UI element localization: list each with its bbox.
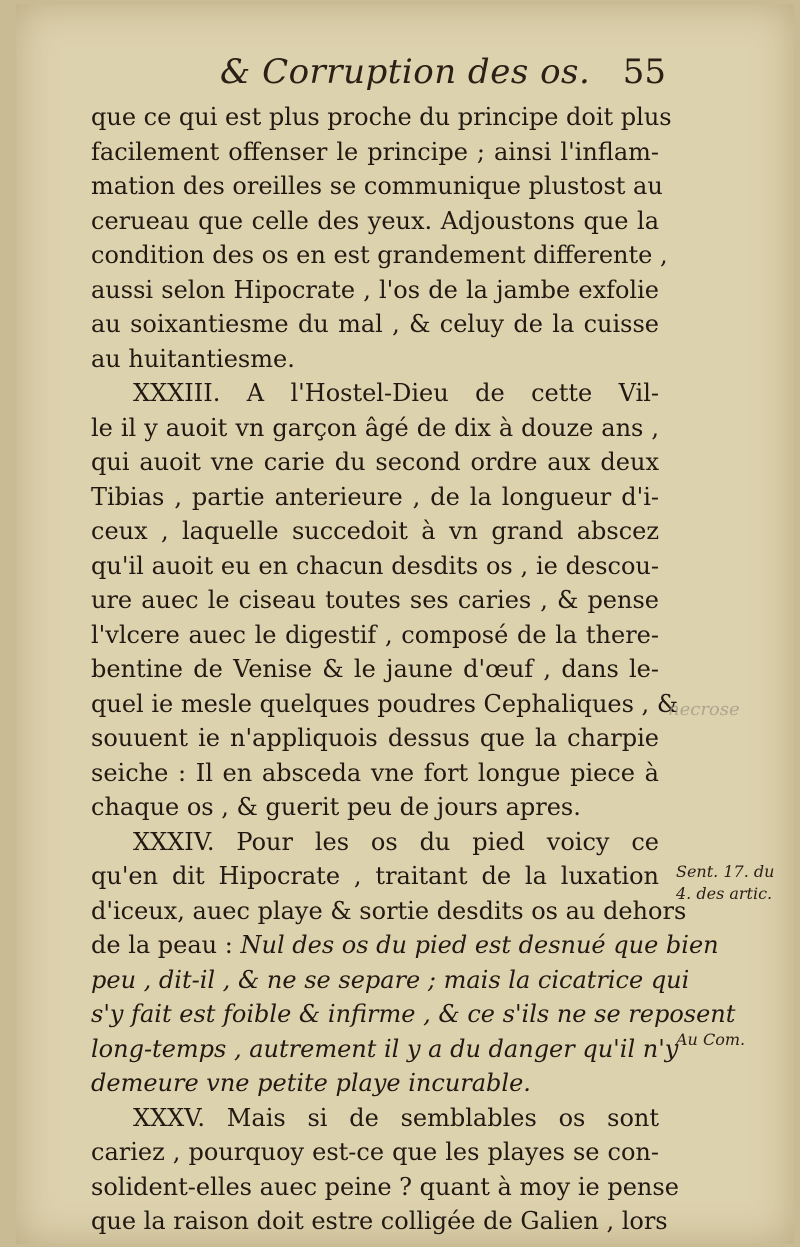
text-line: bentine de Venise & le jaune d'œuf , dans le- <box>91 655 659 683</box>
text-line: aussi selon Hipocrate , l'os de la jambe exfolie <box>91 275 659 304</box>
text-line: mation des oreilles se communique plustost au <box>91 172 663 200</box>
text-line: XXXIV. Pour les os du pied voicy ce <box>133 827 659 856</box>
pencil-annotation: necrose <box>668 699 740 720</box>
text-line: qu'en dit Hipocrate , traitant de la luxation <box>91 862 659 890</box>
text-line: XXXV. Mais si de semblables os sont <box>133 1103 659 1132</box>
book-page <box>16 4 794 1244</box>
margin-note-sentence-line2: 4. des artic. <box>676 884 773 903</box>
margin-note-sentence-line1: Sent. 17. du <box>676 862 775 881</box>
text-line: ceux , laquelle succedoit à vn grand abscez <box>91 517 659 545</box>
page-header <box>206 44 666 94</box>
text-line: peu , dit-il , & ne se separe ; mais la cicatrice qui <box>91 965 690 994</box>
running-title: & Corruption des os. <box>220 52 591 92</box>
text-line: qui auoit vne carie du second ordre aux deux <box>91 448 659 476</box>
text-line: que la raison doit estre colligée de Galien , lors <box>91 1207 668 1235</box>
text-line: ure auec le ciseau toutes ses caries , & pense <box>91 586 659 614</box>
text-line: que ce qui est plus proche du principe doit plus <box>91 103 672 131</box>
text-line: s'y fait est foible & infirme , & ce s'ils ne se reposent <box>91 1000 736 1028</box>
text-line: facilement offenser le principe ; ainsi l'inflam- <box>91 137 659 166</box>
text-line: cerueau que celle des yeux. Adjoustons que la <box>91 206 659 235</box>
page-number: 55 <box>622 52 666 92</box>
text-line: au huitantiesme. <box>91 344 295 373</box>
text-line: d'iceux, auec playe & sortie desdits os au dehors <box>91 896 687 925</box>
text-line: demeure vne petite playe incurable. <box>91 1069 531 1097</box>
text-line: l'vlcere auec le digestif , composé de la there- <box>91 620 659 649</box>
text-line: chaque os , & guerit peu de jours apres. <box>91 793 581 821</box>
text-line: long-temps , autrement il y a du danger qu'il n'y <box>91 1034 679 1063</box>
text-line: Tibias , partie anterieure , de la longueur d'i- <box>91 482 659 511</box>
text-line: cariez , pourquoy est-ce que les playes se con- <box>91 1138 659 1166</box>
text-line: souuent ie n'appliquois dessus que la charpie <box>91 724 659 752</box>
text-line: le il y auoit vn garçon âgé de dix à douze ans , <box>91 413 659 442</box>
text-line: de la peau : Nul des os du pied est desnué que bien <box>91 931 719 959</box>
text-line: XXXIII. A l'Hostel-Dieu de cette Vil- <box>133 379 659 407</box>
text-line: qu'il auoit eu en chacun desdits os , ie descou- <box>91 551 659 580</box>
text-line: condition des os en est grandement differente , <box>91 241 668 269</box>
text-line: solident-elles auec peine ? quant à moy ie pense <box>91 1172 679 1201</box>
text-line: quel ie mesle quelques poudres Cephaliques , & <box>91 689 679 718</box>
text-line: au soixantiesme du mal , & celuy de la cuisse <box>91 310 659 338</box>
margin-note-commentary: Au Com. <box>676 1030 746 1049</box>
text-line: seiche : Il en absceda vne fort longue piece à <box>91 758 659 787</box>
